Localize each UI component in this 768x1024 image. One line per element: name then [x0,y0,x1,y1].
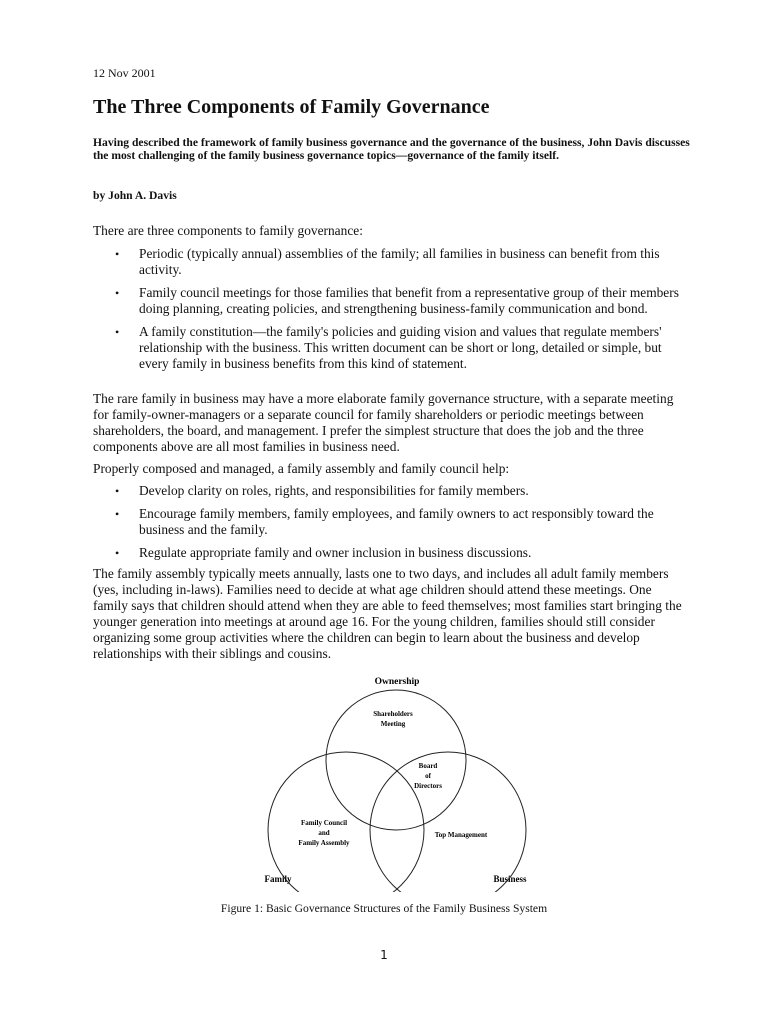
governance-venn-diagram [262,672,532,892]
board-label-line1: Board [418,762,438,770]
family-assembly-paragraph: The family assembly typically meets annually, lasts one to two days, and includes all adult family members (yes, including in-laws). Families need to decide at what age children should attend these meetings. One family says that children should attend when they are able to feed themselves; most families start bringing the younger generation into meetings at around age 16. For the young children, families should still consider organizing some group activities where the children can begin to learn about the business and develop relationships with their siblings and cousins. [93,566,682,661]
top-management-label: Top Management [434,831,488,839]
benefits-list [111,483,693,561]
board-label-line3: Directors [414,782,442,790]
intro-paragraph: There are three components to family governance: [93,223,363,238]
figure-caption: Figure 1: Basic Governance Structures of the Family Business System [220,902,548,915]
list-item: • Develop clarity on roles, rights, and responsibilities for family members. [111,483,693,499]
family-council-label-line1: Family Council [300,819,348,827]
family-council-label-line2: and [318,829,330,837]
ownership-label: Ownership [374,677,420,687]
list-item: • Periodic (typically annual) assemblies of the family; all families in business can benefit from this activity. [111,246,693,278]
family-council-label-line3: Family Assembly [298,839,350,847]
board-label-line2: of [425,772,431,780]
properly-composed-paragraph: Properly composed and managed, a family assembly and family council help: [93,461,510,476]
shareholders-label-line2: Meeting [380,720,406,728]
page-number: 1 [380,948,388,962]
list-item: • Family council meetings for those families that benefit from a representative group of their members doing planning, creating policies, and strengthening business-family communication and bond. [111,285,693,317]
shareholders-label-line1: Shareholders [373,710,413,718]
article-byline: by John A. Davis [93,189,177,202]
article-date: 12 Nov 2001 [93,66,156,80]
business-label: Business [493,874,527,884]
family-label: Family [264,874,292,884]
rare-family-paragraph: The rare family in business may have a more elaborate family governance structure, with a separate meeting for family-owner-managers or a separate council for family shareholders or periodic meetings between shareholders, the board, and management. I prefer the simplest structure that does the job and the three components above are all most families in business need. [93,391,674,454]
article-title: The Three Components of Family Governance [93,96,490,118]
article-summary: Having described the framework of family business governance and the governance of the business, John Davis discusses the most challenging of the family business governance topics—governance of the family itself. [93,136,690,162]
components-list [111,246,693,372]
list-item: • Encourage family members, family employees, and family owners to act responsibly toward the business and the family. [111,506,693,538]
list-item: • A family constitution—the family's policies and guiding vision and values that regulate members' relationship with the business. This written document can be short or long, detailed or simple, but every family in business benefits from this kind of statement. [111,324,693,372]
list-item: • Regulate appropriate family and owner inclusion in business discussions. [111,545,693,561]
business-circle [370,752,526,892]
